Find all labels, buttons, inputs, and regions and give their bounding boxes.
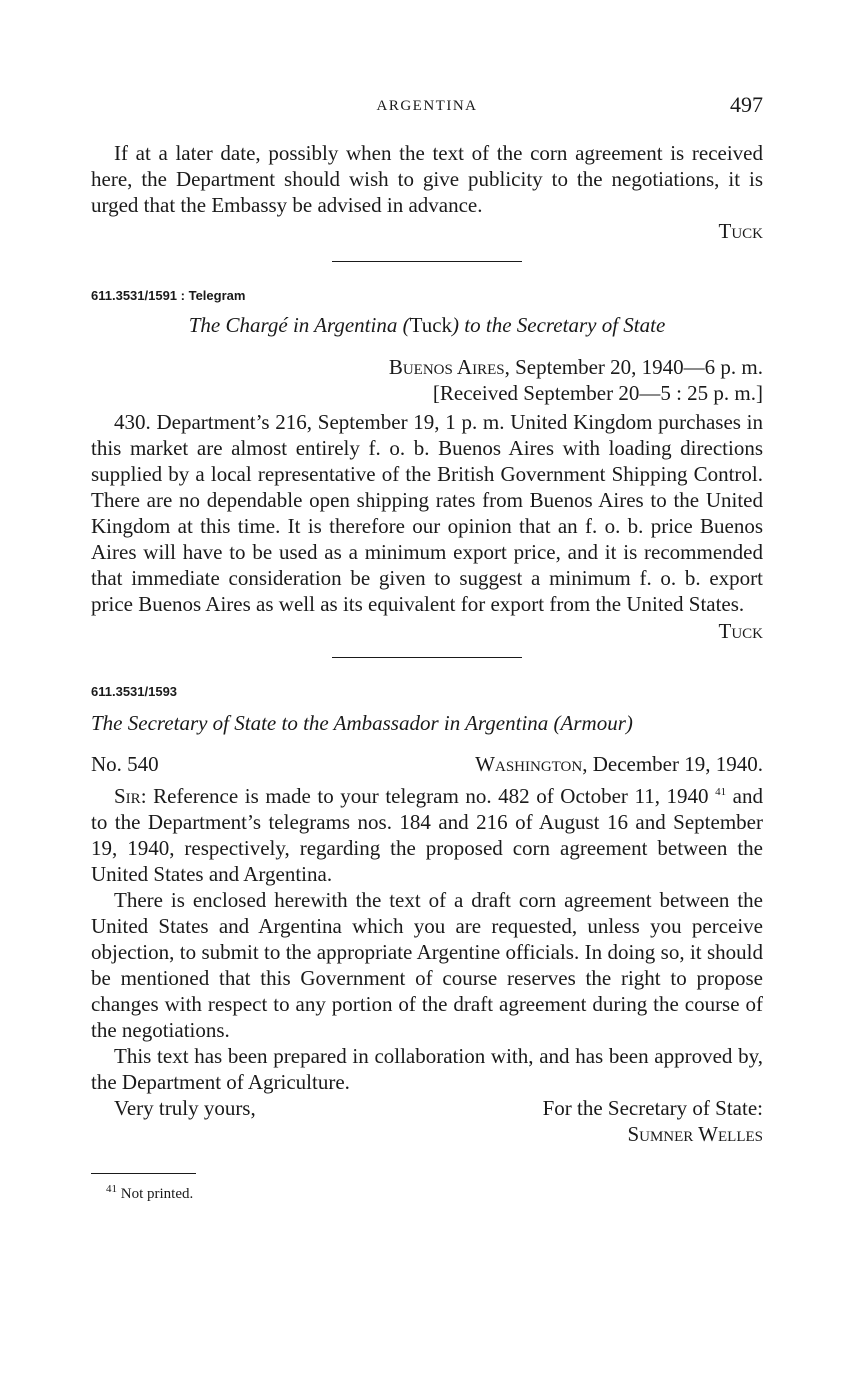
letter-paragraph-3: This text has been prepared in collaboration with, and has been approved by, the Department of Agriculture. xyxy=(91,1044,763,1094)
signature-tuck-1: Tuck xyxy=(718,219,763,243)
title-name: Tuck xyxy=(409,313,453,337)
running-head: ARGENTINA xyxy=(376,98,478,114)
footnote-text: Not printed. xyxy=(117,1186,194,1202)
paragraph-text: : Reference is made to your telegram no. 482 of October 11, 1940 xyxy=(140,784,716,808)
salutation: Sir xyxy=(114,784,141,808)
page-header xyxy=(91,92,763,124)
for-secretary-line: For the Secretary of State: xyxy=(542,1096,763,1120)
closing-row xyxy=(91,1095,763,1121)
dateline-place: Washington xyxy=(475,752,583,776)
title-text: ) xyxy=(625,711,633,735)
closing: Very truly yours, xyxy=(114,1096,256,1120)
dateline xyxy=(91,354,763,380)
letter-paragraph-1 xyxy=(91,783,763,887)
title-text: The Secretary of State to the Ambassador in Argentina ( xyxy=(91,711,561,735)
title-name: Armour xyxy=(560,711,626,735)
footnote-marker: 41 xyxy=(106,1183,117,1195)
file-number: 611.3531/1591 : Telegram xyxy=(91,288,246,303)
signature-welles: Sumner Welles xyxy=(627,1122,763,1146)
dateline-date: , September 20, 1940—6 p. m. xyxy=(504,355,763,379)
letter-number: No. 540 xyxy=(91,752,159,776)
dateline-place: Buenos Aires xyxy=(388,355,505,379)
footnote xyxy=(91,1183,763,1203)
page-number: 497 xyxy=(730,92,763,117)
title-text: The Chargé in Argentina ( xyxy=(188,313,410,337)
telegram-body: 430. Department’s 216, September 19, 1 p. m. United Kingdom purchases in this market are almost entirely f. o. b. Buenos Aires with loading directions supplied by a local representative of the British Government Shipping Control. There are no dependable open shipping rates from Buenos Aires to the United Kingdom at this time. It is therefore our opinion that an f. o. b. price Buenos Aires will have to be used as a minimum export price, and it is recommended that immediate consideration be given to suggest a minimum f. o. b. export price Buenos Aires as well as its equivalent for export from the United States. xyxy=(91,410,763,616)
paragraph-text: and to the Department’s telegrams nos. 184 and 216 of August 16 and September 19, 1940, respectively, regarding the proposed corn agreement between the United States and Argentina. xyxy=(91,784,763,886)
document-title xyxy=(91,312,763,338)
dateline xyxy=(475,751,763,777)
title-text: ) to the Secretary of State xyxy=(452,313,666,337)
letter-header-row xyxy=(91,751,763,777)
dateline-date: , December 19, 1940. xyxy=(582,752,763,776)
letter-paragraph-2: There is enclosed herewith the text of a draft corn agreement between the United States and Argentina which you are requested, unless you perceive objection, to submit to the appropriate Argentine officials. In doing so, it should be mentioned that this Government of course reserves the right to propose changes with respect to any portion of the draft agreement during the course of the negotiations. xyxy=(91,888,763,1042)
document-title xyxy=(91,710,763,736)
continued-paragraph: If at a later date, possibly when the text of the corn agreement is received here, the Department should wish to give publicity to the negotiations, it is urged that the Embassy be advised in advance. xyxy=(91,141,763,217)
footnote-ref: 41 xyxy=(715,786,727,798)
signature-tuck-2: Tuck xyxy=(718,619,763,643)
document-page xyxy=(91,92,763,1203)
file-number: 611.3531/1593 xyxy=(91,684,178,699)
received-line: [Received September 20—5 : 25 p. m.] xyxy=(432,381,763,405)
